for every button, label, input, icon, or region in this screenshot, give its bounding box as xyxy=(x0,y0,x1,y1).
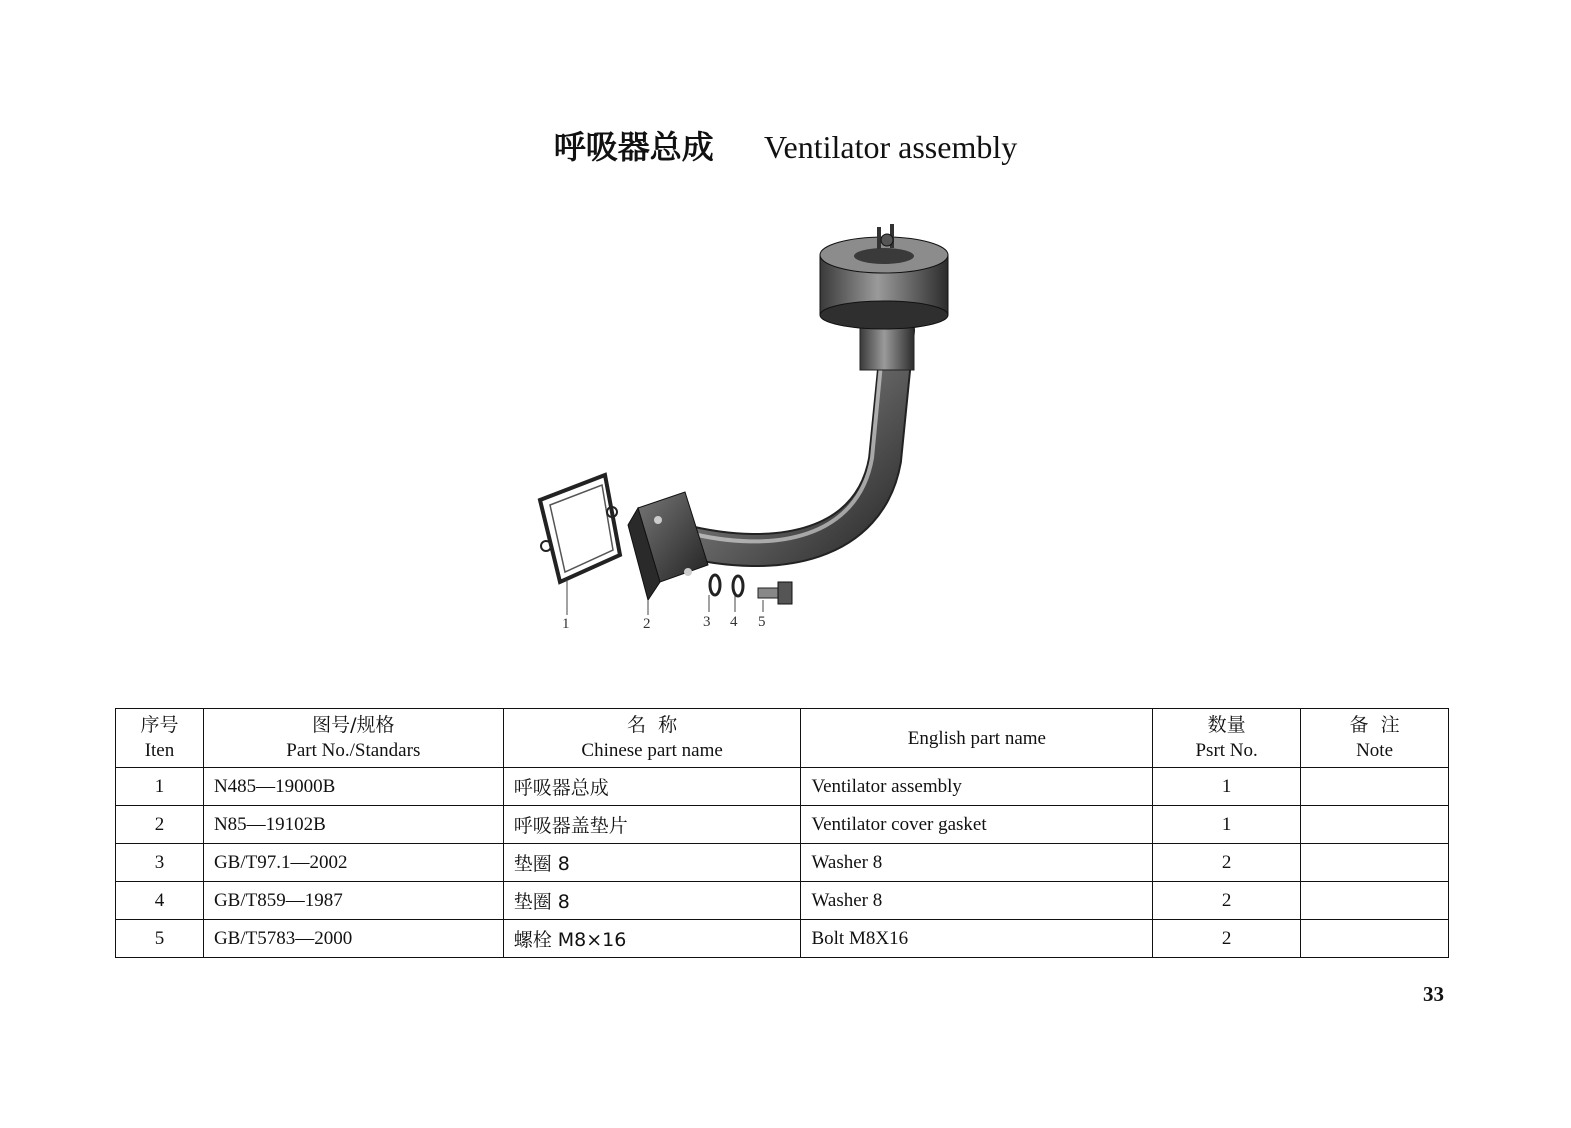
cell-english-name: Bolt M8X16 xyxy=(801,920,1153,958)
title-chinese: 呼吸器总成 xyxy=(553,128,714,166)
cell-item: 2 xyxy=(116,806,204,844)
cell-item: 5 xyxy=(116,920,204,958)
title-english: Ventilator assembly xyxy=(763,129,1018,165)
cell-english-name: Ventilator cover gasket xyxy=(801,806,1153,844)
ventilator-cap xyxy=(820,224,948,329)
cell-english-name: Washer 8 xyxy=(801,844,1153,882)
pipe-flange xyxy=(628,492,708,600)
ventilator-illustration xyxy=(520,210,980,650)
header-chinese-name: 名 称 Chinese part name xyxy=(503,709,801,768)
header-quantity: 数量 Psrt No. xyxy=(1153,709,1301,768)
table-header-row xyxy=(116,709,1449,768)
cell-quantity: 1 xyxy=(1153,806,1301,844)
exploded-parts-diagram xyxy=(520,210,980,650)
cell-english-name: Washer 8 xyxy=(801,882,1153,920)
cell-note xyxy=(1301,882,1449,920)
cell-note xyxy=(1301,844,1449,882)
table-row xyxy=(116,882,1449,920)
cell-chinese-name: 呼吸器总成 xyxy=(503,768,801,806)
callout-4: 4 xyxy=(730,614,738,630)
cell-note xyxy=(1301,768,1449,806)
cell-chinese-name: 垫圈 8 xyxy=(503,844,801,882)
cell-item: 3 xyxy=(116,844,204,882)
table-row xyxy=(116,768,1449,806)
cell-part-no: GB/T859—1987 xyxy=(203,882,503,920)
table-row xyxy=(116,920,1449,958)
cell-chinese-name: 垫圈 8 xyxy=(503,882,801,920)
table-row xyxy=(116,806,1449,844)
cell-quantity: 2 xyxy=(1153,920,1301,958)
cell-part-no: GB/T5783—2000 xyxy=(203,920,503,958)
callout-5: 5 xyxy=(758,614,766,630)
parts-table xyxy=(115,708,1449,958)
page-title xyxy=(0,122,1571,168)
cell-part-no: N485—19000B xyxy=(203,768,503,806)
header-part-no: 图号/规格 Part No./Standars xyxy=(203,709,503,768)
washer-3 xyxy=(710,575,720,595)
cell-part-no: GB/T97.1—2002 xyxy=(203,844,503,882)
cell-english-name: Ventilator assembly xyxy=(801,768,1153,806)
cell-item: 1 xyxy=(116,768,204,806)
callout-1: 1 xyxy=(562,616,570,632)
page-number: 33 xyxy=(1423,982,1444,1006)
header-item: 序号 Iten xyxy=(116,709,204,768)
cell-chinese-name: 呼吸器盖垫片 xyxy=(503,806,801,844)
cell-chinese-name: 螺栓 M8×16 xyxy=(503,920,801,958)
table-row xyxy=(116,844,1449,882)
callout-2: 2 xyxy=(643,616,651,632)
cell-item: 4 xyxy=(116,882,204,920)
cell-note xyxy=(1301,806,1449,844)
cell-note xyxy=(1301,920,1449,958)
washer-4 xyxy=(733,576,743,596)
header-note: 备 注 Note xyxy=(1301,709,1449,768)
cover-gasket xyxy=(540,475,620,582)
cell-part-no: N85—19102B xyxy=(203,806,503,844)
header-english-name: English part name xyxy=(801,709,1153,768)
callout-3: 3 xyxy=(703,614,711,630)
cell-quantity: 1 xyxy=(1153,768,1301,806)
cell-quantity: 2 xyxy=(1153,844,1301,882)
cell-quantity: 2 xyxy=(1153,882,1301,920)
